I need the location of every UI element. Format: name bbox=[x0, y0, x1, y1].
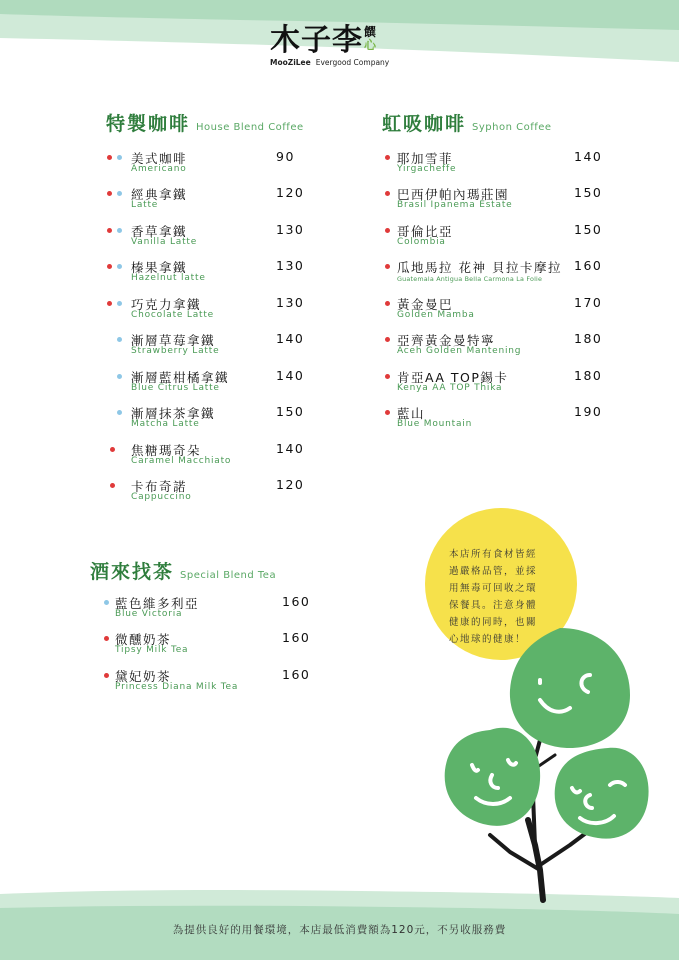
item-price: 140 bbox=[574, 149, 603, 164]
menu-item bbox=[373, 258, 613, 292]
section-title-zh: 特製咖啡 bbox=[106, 113, 191, 135]
section-title-tea bbox=[90, 557, 276, 584]
brand-name-small-top: 饌 bbox=[364, 25, 378, 39]
item-price: 150 bbox=[276, 404, 305, 419]
leaf-right bbox=[555, 748, 649, 839]
item-price: 90 bbox=[276, 149, 295, 164]
item-name-en: Blue Mountain bbox=[397, 419, 473, 429]
item-name-en: Matcha Latte bbox=[131, 419, 200, 429]
menu-item bbox=[107, 368, 347, 402]
menu-item bbox=[107, 149, 347, 183]
item-name-en: Caramel Macchiato bbox=[131, 456, 232, 466]
red-dot-icon bbox=[385, 155, 390, 160]
notice-line: 健康的同時，也關 bbox=[449, 617, 538, 628]
section-title-zh: 酒來找茶 bbox=[90, 561, 175, 583]
item-price: 150 bbox=[574, 222, 603, 237]
item-name-en: Brasil Ipanema Estate bbox=[397, 200, 513, 210]
item-name-en: Chocolate Latte bbox=[131, 310, 215, 320]
item-price: 160 bbox=[574, 258, 603, 273]
red-dot-icon bbox=[110, 483, 115, 488]
notice-line: 保餐具。注意身體 bbox=[449, 600, 538, 611]
item-name: 漸層抹茶拿鐵 bbox=[131, 406, 216, 421]
item-name-en: Tipsy Milk Tea bbox=[115, 645, 189, 655]
item-name-en: Blue Victoria bbox=[115, 609, 183, 619]
blue-dot-icon bbox=[117, 374, 122, 379]
brand-name bbox=[270, 24, 420, 58]
section-title-en: Special Blend Tea bbox=[180, 570, 277, 581]
menu-item bbox=[373, 149, 613, 183]
item-name: 黃金曼巴 bbox=[397, 297, 454, 312]
item-name: 瓜地馬拉 花神 貝拉卡摩拉 bbox=[397, 260, 562, 275]
brand-subtitle bbox=[270, 58, 420, 67]
menu-item bbox=[373, 368, 613, 402]
item-price: 140 bbox=[276, 368, 305, 383]
item-name: 黛妃奶茶 bbox=[115, 669, 172, 684]
red-dot-icon bbox=[385, 374, 390, 379]
item-price: 120 bbox=[276, 477, 305, 492]
red-dot-icon bbox=[107, 228, 112, 233]
item-price: 130 bbox=[276, 295, 305, 310]
red-dot-icon bbox=[385, 228, 390, 233]
menu-item bbox=[107, 477, 347, 511]
menu-item bbox=[373, 222, 613, 256]
item-price: 170 bbox=[574, 295, 603, 310]
blue-dot-icon bbox=[117, 337, 122, 342]
blue-dot-icon bbox=[104, 600, 109, 605]
menu-item bbox=[107, 258, 347, 292]
brand-name-small bbox=[364, 26, 377, 52]
section-title-en: House Blend Coffee bbox=[196, 122, 304, 133]
blue-dot-icon bbox=[117, 410, 122, 415]
red-dot-icon bbox=[385, 264, 390, 269]
notice-line: 本店所有食材皆經 bbox=[449, 549, 538, 560]
menu-item bbox=[91, 594, 321, 628]
item-name-en: Aceh Golden Mantening bbox=[397, 346, 522, 356]
item-name: 藍色維多利亞 bbox=[115, 596, 200, 611]
item-price: 140 bbox=[276, 441, 305, 456]
red-dot-icon bbox=[385, 410, 390, 415]
menu-item bbox=[107, 404, 347, 438]
item-name-en: Yirgacheffe bbox=[397, 164, 457, 174]
item-price: 190 bbox=[574, 404, 603, 419]
blue-dot-icon bbox=[117, 228, 122, 233]
item-name-en: Latte bbox=[131, 200, 159, 210]
item-name: 榛果拿鐵 bbox=[131, 260, 188, 275]
notice-line: 心地球的健康！ bbox=[449, 634, 527, 645]
leaf-left bbox=[445, 728, 540, 826]
item-price: 130 bbox=[276, 258, 305, 273]
section-title-zh: 虹吸咖啡 bbox=[382, 113, 467, 135]
leaf-top bbox=[510, 628, 630, 748]
menu-item bbox=[373, 404, 613, 438]
brand-company: Evergood Company bbox=[315, 58, 390, 67]
brand-name-main: 木子李 bbox=[270, 23, 363, 58]
blue-dot-icon bbox=[117, 301, 122, 306]
item-name: 肯亞AA TOP錫卡 bbox=[397, 370, 509, 385]
item-name-en: Vanilla Latte bbox=[131, 237, 198, 247]
item-price: 160 bbox=[282, 630, 311, 645]
menu-item bbox=[91, 667, 321, 701]
item-name-en: Strawberry Latte bbox=[131, 346, 220, 356]
menu-item bbox=[373, 295, 613, 329]
item-name: 經典拿鐵 bbox=[131, 187, 188, 202]
item-name-en: Guatemala Antigua Bella Carmona La Folie bbox=[397, 275, 543, 283]
item-name: 藍山 bbox=[397, 406, 426, 421]
red-dot-icon bbox=[107, 264, 112, 269]
tree-illustration bbox=[430, 620, 660, 910]
menu-item bbox=[107, 441, 347, 475]
item-name-en: Kenya AA TOP Thika bbox=[397, 383, 503, 393]
red-dot-icon bbox=[104, 636, 109, 641]
item-name-en: Golden Mamba bbox=[397, 310, 475, 320]
item-name: 香草拿鐵 bbox=[131, 224, 188, 239]
item-price: 180 bbox=[574, 331, 603, 346]
item-name: 巧克力拿鐵 bbox=[131, 297, 202, 312]
item-name-en: Americano bbox=[131, 164, 187, 174]
red-dot-icon bbox=[385, 301, 390, 306]
red-dot-icon bbox=[107, 191, 112, 196]
blue-dot-icon bbox=[117, 191, 122, 196]
menu-item bbox=[107, 295, 347, 329]
blue-dot-icon bbox=[117, 264, 122, 269]
notice-line: 過嚴格品管，並採 bbox=[449, 566, 538, 577]
item-name-en: Blue Citrus Latte bbox=[131, 383, 220, 393]
item-price: 180 bbox=[574, 368, 603, 383]
item-name: 美式咖啡 bbox=[131, 151, 188, 166]
menu-item bbox=[107, 222, 347, 256]
red-dot-icon bbox=[107, 301, 112, 306]
blue-dot-icon bbox=[117, 155, 122, 160]
brand-name-en: MooZiLee bbox=[270, 58, 311, 67]
item-name-en: Cappuccino bbox=[131, 492, 192, 502]
item-price: 120 bbox=[276, 185, 305, 200]
menu-item bbox=[373, 331, 613, 365]
item-name: 耶加雪菲 bbox=[397, 151, 454, 166]
menu-item bbox=[107, 185, 347, 219]
menu-item bbox=[91, 630, 321, 664]
red-dot-icon bbox=[385, 337, 390, 342]
item-price: 140 bbox=[276, 331, 305, 346]
item-name-en: Colombia bbox=[397, 237, 446, 247]
section-title-house-coffee bbox=[106, 109, 304, 136]
item-name: 亞齊黃金曼特寧 bbox=[397, 333, 496, 348]
item-name-en: Hazelnut latte bbox=[131, 273, 206, 283]
red-dot-icon bbox=[104, 673, 109, 678]
menu-item bbox=[373, 185, 613, 219]
red-dot-icon bbox=[107, 155, 112, 160]
item-name: 漸層藍柑橘拿鐵 bbox=[131, 370, 230, 385]
item-name: 焦糖瑪奇朵 bbox=[131, 443, 202, 458]
item-name: 卡布奇諾 bbox=[131, 479, 188, 494]
red-dot-icon bbox=[385, 191, 390, 196]
footer-note: 為提供良好的用餐環境，本店最低消費額為120元，不另收服務費 bbox=[172, 924, 507, 936]
item-price: 160 bbox=[282, 667, 311, 682]
item-price: 160 bbox=[282, 594, 311, 609]
item-name: 哥倫比亞 bbox=[397, 224, 454, 239]
item-price: 130 bbox=[276, 222, 305, 237]
brand-name-small-bottom: 心 bbox=[364, 38, 378, 52]
brand-logo bbox=[270, 24, 420, 67]
item-name: 巴西伊帕內瑪莊園 bbox=[397, 187, 510, 202]
item-price: 150 bbox=[574, 185, 603, 200]
section-title-en: Syphon Coffee bbox=[472, 122, 552, 133]
item-name: 漸層草莓拿鐵 bbox=[131, 333, 216, 348]
red-dot-icon bbox=[110, 447, 115, 452]
notice-line: 用無毒可回收之環 bbox=[449, 583, 538, 594]
item-name-en: Princess Diana Milk Tea bbox=[115, 682, 239, 692]
section-title-syphon-coffee bbox=[382, 109, 552, 136]
menu-item bbox=[107, 331, 347, 365]
item-name: 微醺奶茶 bbox=[115, 632, 172, 647]
